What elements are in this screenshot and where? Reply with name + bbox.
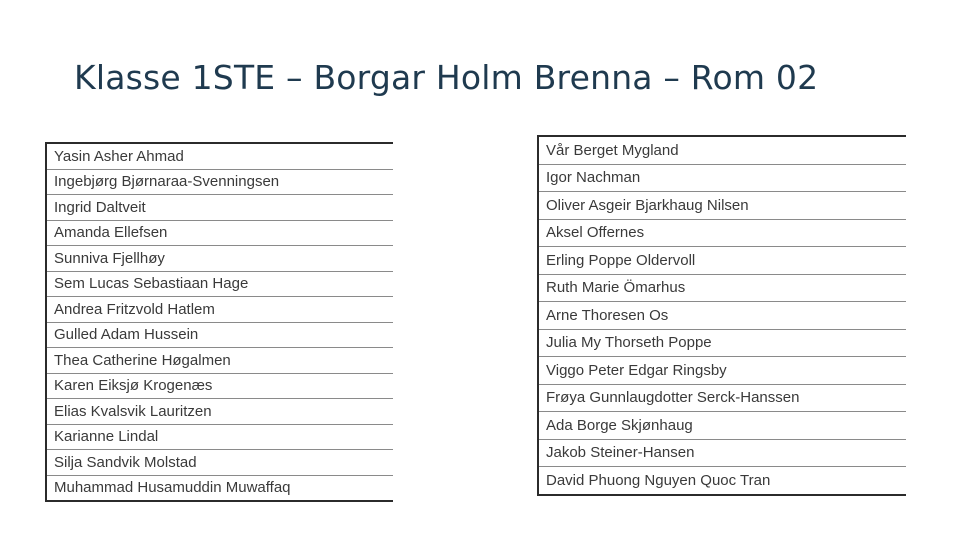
table-row	[538, 219, 906, 247]
table-row	[538, 412, 906, 440]
student-name: Vår Berget Mygland	[538, 136, 906, 164]
student-name: Ruth Marie Ömarhus	[538, 274, 906, 302]
table-row	[46, 373, 393, 399]
table-row	[46, 246, 393, 272]
student-name: Ingebjørg Bjørnaraa-Svenningsen	[46, 169, 393, 195]
student-name: Sunniva Fjellhøy	[46, 246, 393, 272]
student-name: Oliver Asgeir Bjarkhaug Nilsen	[538, 192, 906, 220]
table-row	[46, 271, 393, 297]
slide-title: Klasse 1STE – Borgar Holm Brenna – Rom 02	[74, 58, 819, 97]
table-row	[538, 329, 906, 357]
table-row	[538, 274, 906, 302]
table-row	[538, 467, 906, 495]
table-row	[46, 424, 393, 450]
student-name: Yasin Asher Ahmad	[46, 143, 393, 169]
student-name: Thea Catherine Høgalmen	[46, 348, 393, 374]
student-name: Karianne Lindal	[46, 424, 393, 450]
student-name: Frøya Gunnlaugdotter Serck-Hanssen	[538, 384, 906, 412]
table-row	[538, 384, 906, 412]
student-name: Arne Thoresen Os	[538, 302, 906, 330]
student-name: Aksel Offernes	[538, 219, 906, 247]
student-name: Ingrid Daltveit	[46, 195, 393, 221]
student-name: Gulled Adam Hussein	[46, 322, 393, 348]
student-name: Amanda Ellefsen	[46, 220, 393, 246]
student-list-right	[537, 135, 906, 496]
student-name: Silja Sandvik Molstad	[46, 450, 393, 476]
table-row	[538, 247, 906, 275]
table-row	[538, 136, 906, 164]
table-row	[46, 143, 393, 169]
table-row	[46, 475, 393, 501]
table-row	[538, 164, 906, 192]
student-name: Muhammad Husamuddin Muwaffaq	[54, 479, 291, 497]
student-name: David Phuong Nguyen Quoc Tran	[546, 471, 771, 489]
table-row	[538, 439, 906, 467]
table-row	[538, 357, 906, 385]
table-row	[46, 450, 393, 476]
student-name: Viggo Peter Edgar Ringsby	[538, 357, 906, 385]
student-name: Sem Lucas Sebastiaan Hage	[46, 271, 393, 297]
student-name: Karen Eiksjø Krogenæs	[46, 373, 393, 399]
table-row	[46, 322, 393, 348]
table-row	[538, 302, 906, 330]
table-row	[46, 220, 393, 246]
student-name: Andrea Fritzvold Hatlem	[46, 297, 393, 323]
table-row	[538, 192, 906, 220]
table-row	[46, 169, 393, 195]
table-row	[46, 195, 393, 221]
student-name: Julia My Thorseth Poppe	[538, 329, 906, 357]
student-name: Elias Kvalsvik Lauritzen	[46, 399, 393, 425]
student-list-left	[45, 142, 393, 502]
table-row	[46, 297, 393, 323]
student-name: Ada Borge Skjønhaug	[538, 412, 906, 440]
student-name: Erling Poppe Oldervoll	[538, 247, 906, 275]
student-name: Igor Nachman	[538, 164, 906, 192]
student-name: Jakob Steiner-Hansen	[538, 439, 906, 467]
table-row	[46, 399, 393, 425]
table-row	[46, 348, 393, 374]
